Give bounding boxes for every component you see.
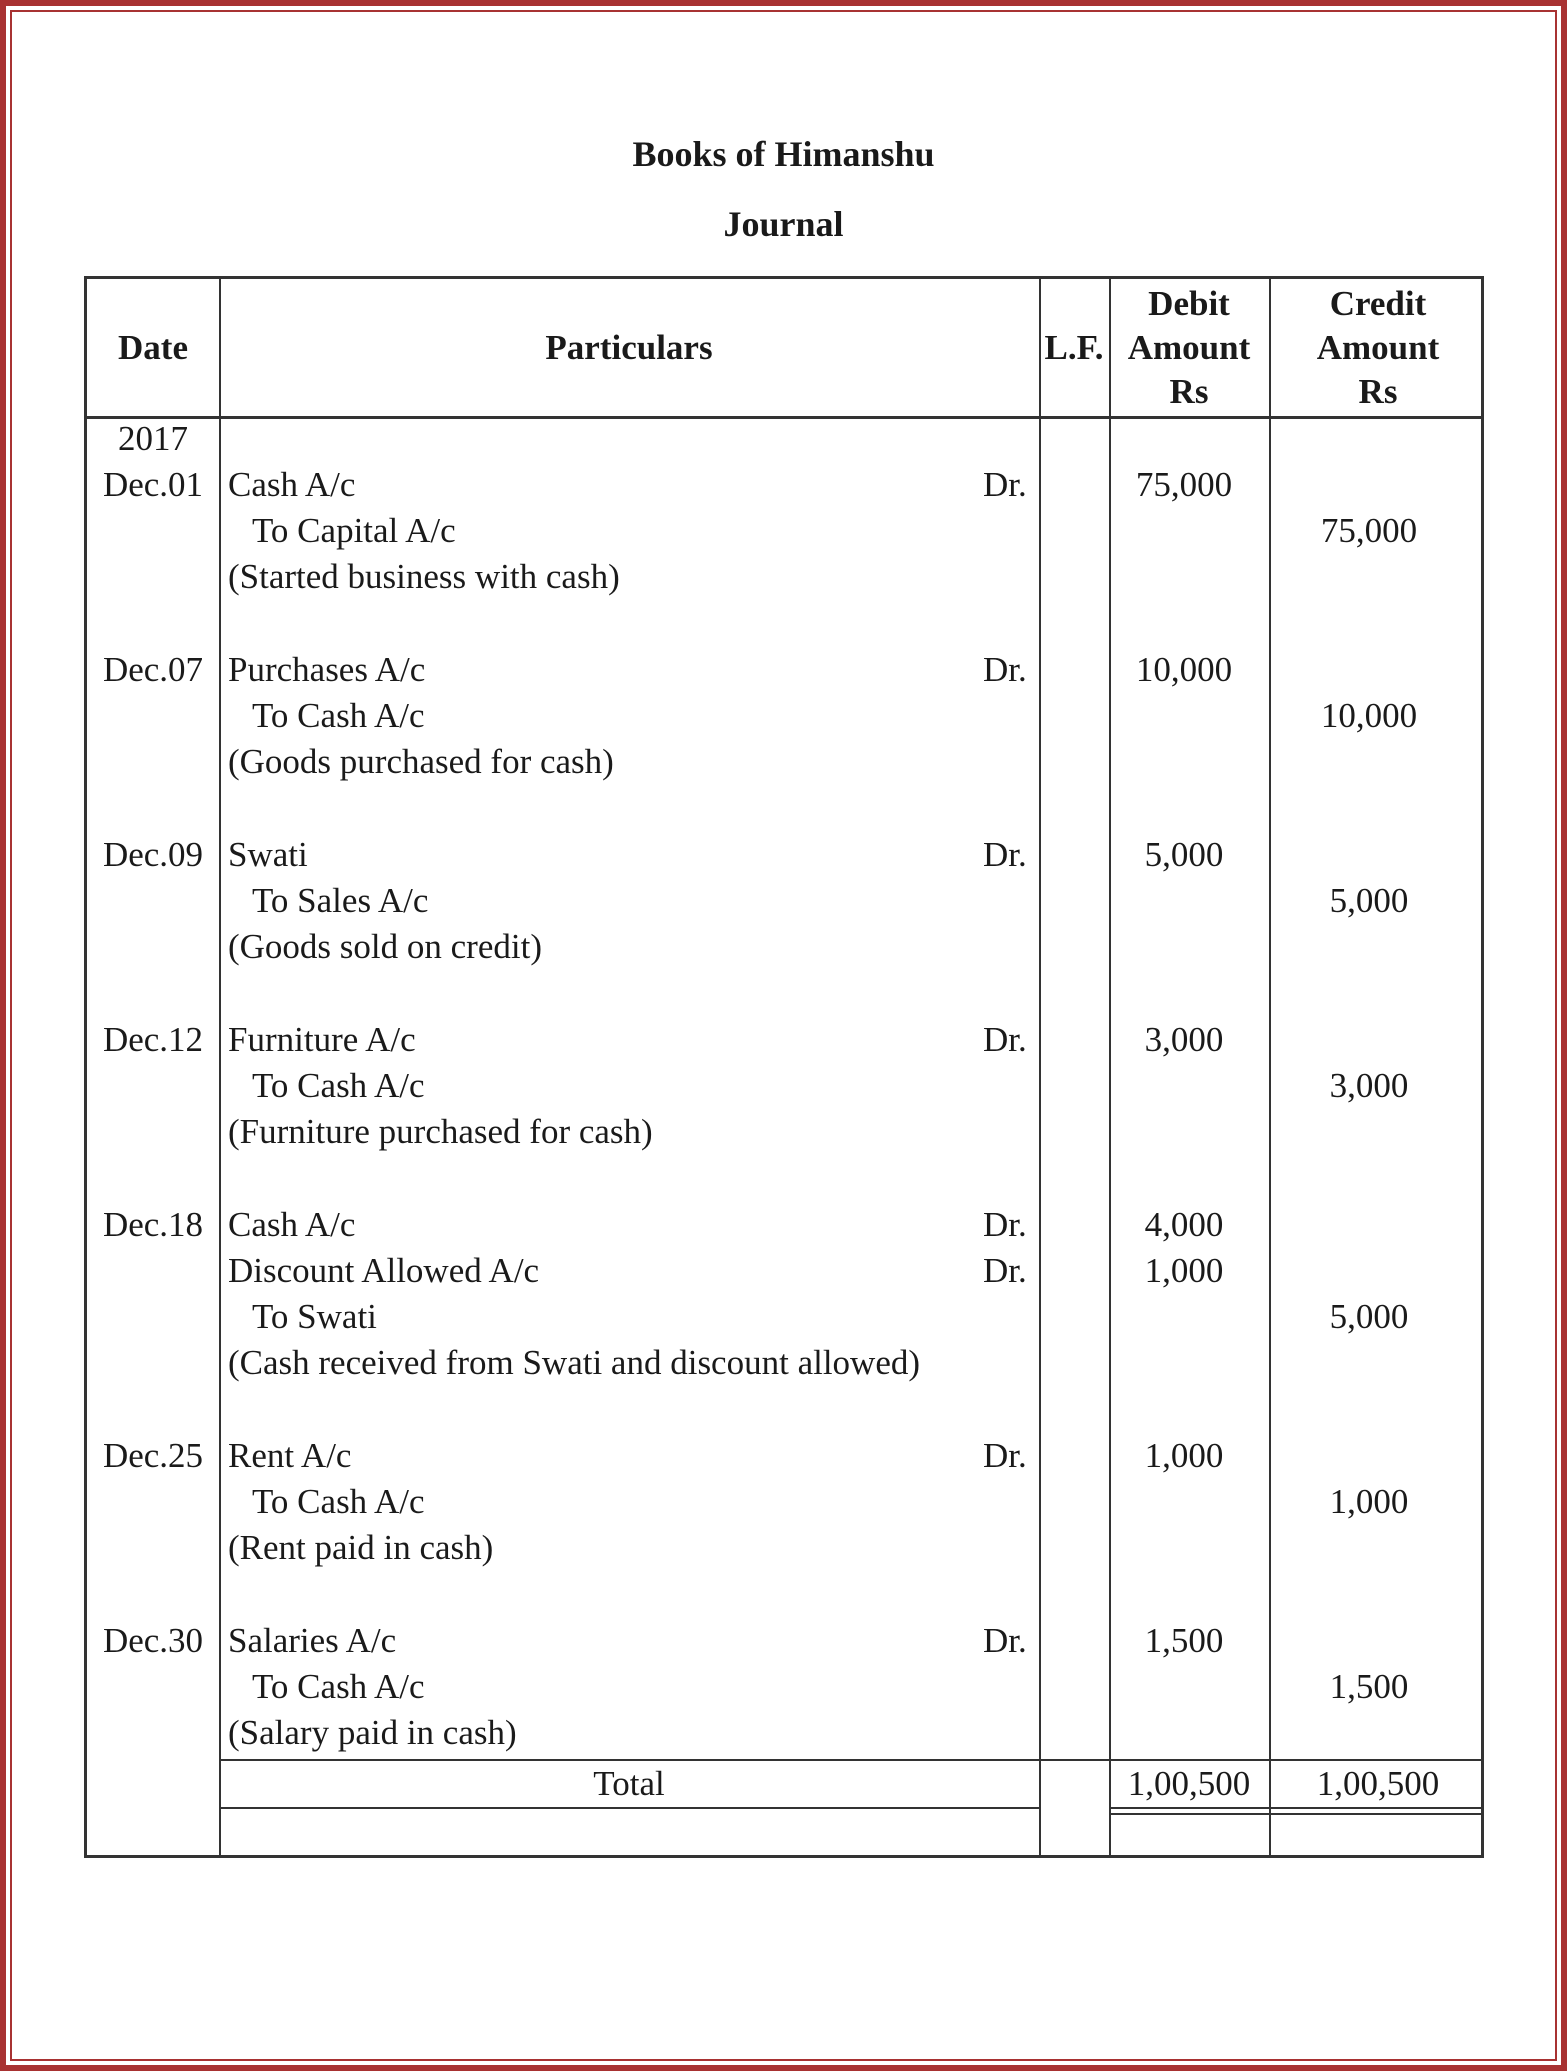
entry-date: Dec.25 xyxy=(102,1436,204,1475)
debit-amount: 10,000 xyxy=(1135,650,1233,689)
debit-amount: 1,500 xyxy=(1144,1621,1224,1660)
credit-account: To Capital A/c xyxy=(252,511,456,550)
header-lf: L.F. xyxy=(1044,327,1104,367)
journal-table xyxy=(84,276,1484,1858)
header-credit-amount xyxy=(1269,279,1487,416)
header-debit-line: Debit xyxy=(1148,283,1230,323)
entry-date: Dec.30 xyxy=(102,1621,204,1660)
book-title: Books of Himanshu xyxy=(632,134,935,174)
header-particulars: Particulars xyxy=(545,327,713,367)
entry-date: Dec.18 xyxy=(102,1205,204,1244)
credit-account: To Cash A/c xyxy=(252,696,425,735)
debit-amount: 3,000 xyxy=(1144,1020,1224,1059)
debit-amount: 75,000 xyxy=(1135,465,1233,504)
dr-marker: Dr. xyxy=(983,650,1027,689)
total-credit: 1,00,500 xyxy=(1316,1764,1440,1803)
debit-account: Swati xyxy=(228,835,308,874)
total-label: Total xyxy=(593,1764,665,1803)
credit-amount: 1,000 xyxy=(1329,1482,1409,1521)
debit-account: Cash A/c xyxy=(228,465,356,504)
total-double-rule xyxy=(1109,1807,1481,1809)
header-debit-amount xyxy=(1109,279,1269,416)
total-double-rule xyxy=(1109,1813,1481,1815)
credit-amount: 5,000 xyxy=(1329,1297,1409,1336)
credit-amount: 5,000 xyxy=(1329,881,1409,920)
debit-account: Rent A/c xyxy=(228,1436,352,1475)
dr-marker: Dr. xyxy=(983,835,1027,874)
debit-account: Discount Allowed A/c xyxy=(228,1251,540,1290)
credit-account: To Cash A/c xyxy=(252,1482,425,1521)
debit-account: Furniture A/c xyxy=(228,1020,416,1059)
narration: (Furniture purchased for cash) xyxy=(228,1112,653,1151)
dr-marker: Dr. xyxy=(983,1436,1027,1475)
header-credit-line: Amount xyxy=(1316,327,1440,367)
header-date: Date xyxy=(118,327,188,367)
credit-account: To Swati xyxy=(252,1297,377,1336)
narration: (Started business with cash) xyxy=(228,557,620,596)
column-divider xyxy=(1039,279,1041,1855)
credit-account: To Cash A/c xyxy=(252,1066,425,1105)
narration: (Rent paid in cash) xyxy=(228,1528,494,1567)
credit-amount: 75,000 xyxy=(1320,511,1418,550)
journal-title: Journal xyxy=(723,204,844,244)
dr-marker: Dr. xyxy=(983,1205,1027,1244)
header-credit-line: Rs xyxy=(1358,371,1398,411)
debit-account: Purchases A/c xyxy=(228,650,426,689)
dr-marker: Dr. xyxy=(983,1020,1027,1059)
entry-date: Dec.07 xyxy=(102,650,204,689)
dr-marker: Dr. xyxy=(983,1251,1027,1290)
narration: (Goods sold on credit) xyxy=(228,927,542,966)
narration: (Salary paid in cash) xyxy=(228,1713,517,1752)
debit-amount: 1,000 xyxy=(1144,1436,1224,1475)
dr-marker: Dr. xyxy=(983,465,1027,504)
credit-account: To Cash A/c xyxy=(252,1667,425,1706)
credit-amount: 3,000 xyxy=(1329,1066,1409,1105)
header-divider xyxy=(87,416,1481,419)
entry-date: Dec.12 xyxy=(102,1020,204,1059)
entry-date: Dec.01 xyxy=(102,465,204,504)
total-rule-bottom xyxy=(219,1807,1039,1809)
narration: (Cash received from Swati and discount allowed) xyxy=(228,1343,921,1382)
narration: (Goods purchased for cash) xyxy=(228,742,614,781)
debit-amount: 1,000 xyxy=(1144,1251,1224,1290)
year-label: 2017 xyxy=(118,419,188,458)
debit-account: Cash A/c xyxy=(228,1205,356,1244)
debit-account: Salaries A/c xyxy=(228,1621,397,1660)
debit-amount: 4,000 xyxy=(1144,1205,1224,1244)
total-debit: 1,00,500 xyxy=(1127,1764,1251,1803)
header-debit-line: Rs xyxy=(1169,371,1209,411)
entry-date: Dec.09 xyxy=(102,835,204,874)
credit-amount: 1,500 xyxy=(1329,1667,1409,1706)
header-debit-line: Amount xyxy=(1127,327,1251,367)
dr-marker: Dr. xyxy=(983,1621,1027,1660)
header-credit-line: Credit xyxy=(1329,283,1427,323)
column-divider xyxy=(219,279,221,1855)
debit-amount: 5,000 xyxy=(1144,835,1224,874)
credit-amount: 10,000 xyxy=(1320,696,1418,735)
credit-account: To Sales A/c xyxy=(252,881,429,920)
